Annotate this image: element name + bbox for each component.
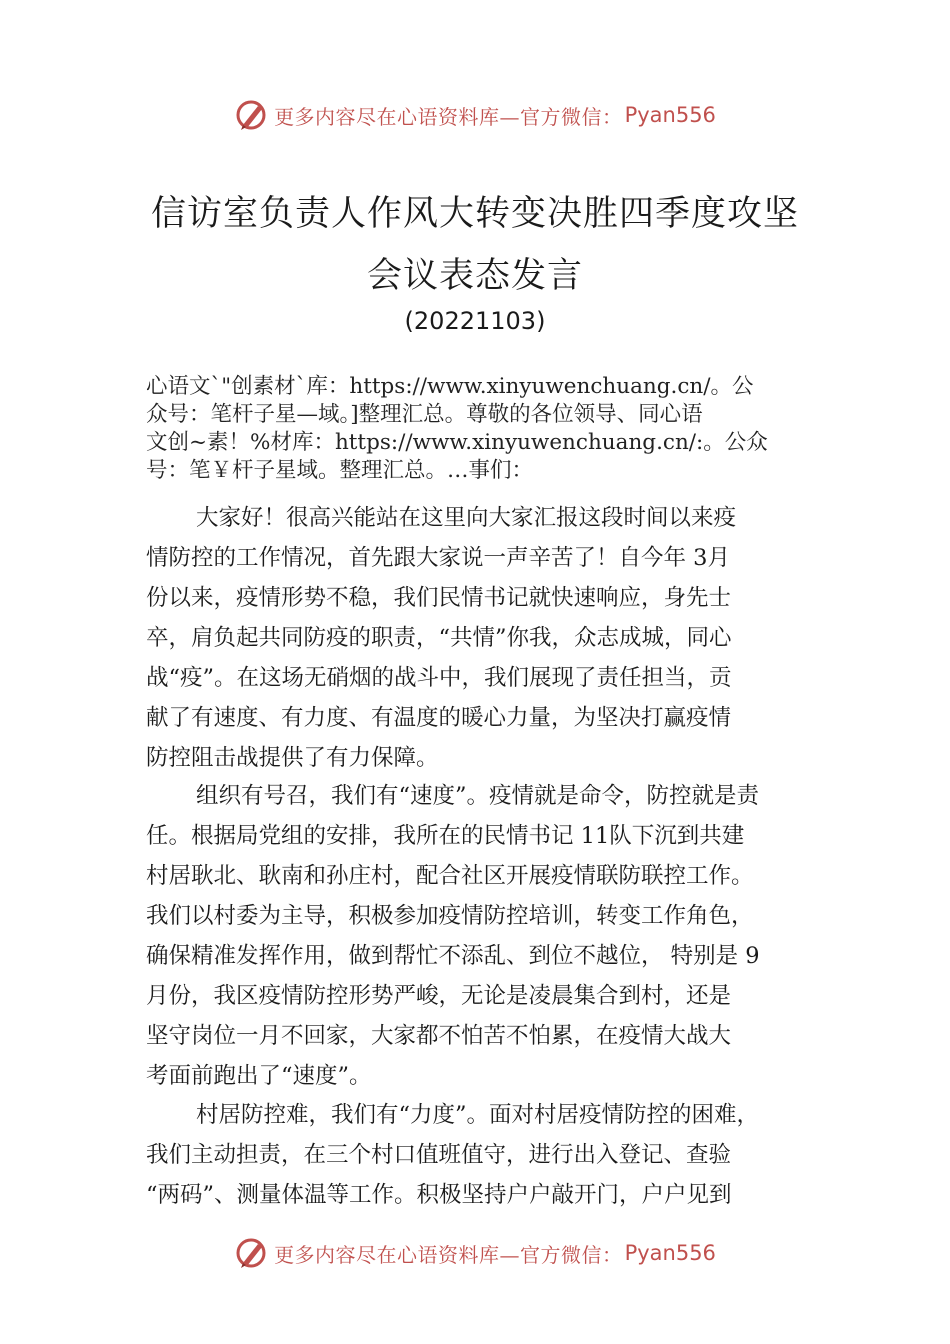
header-watermark	[0, 95, 950, 135]
body-line: “两码”、测量体温等工作。积极坚持户户敲开门，户户见到	[146, 1182, 732, 1208]
footer-watermark	[0, 1233, 950, 1273]
intro-line: 号：笔￥杆子星域。整理汇总。…事们：	[146, 458, 534, 483]
banner-text: 更多内容尽在心语资料库—官方微信：	[274, 1242, 623, 1267]
pen-logo-icon	[234, 1236, 268, 1270]
banner-wechat-id: Pyan556	[624, 1241, 716, 1265]
document-title-line1: 信访室负责人作风大转变决胜四季度攻坚	[150, 194, 799, 234]
body-line: 月份，我区疫情防控形势严峻，无论是凌晨集合到村，还是	[146, 983, 732, 1009]
document-date: (20221103)	[404, 307, 546, 335]
intro-line: 众号：笔杆子星—域。]整理汇总。尊敬的各位领导、同心语	[146, 402, 703, 427]
body-line: 考面前跑出了“速度”。	[146, 1063, 372, 1089]
pen-logo-icon	[234, 98, 268, 132]
body-line: 我们以村委为主导，积极参加疫情防控培训，转变工作角色，	[146, 903, 754, 929]
body-line: 任。根据局党组的安排，我所在的民情书记 11队下沉到共建	[146, 823, 745, 849]
banner-wechat-id: Pyan556	[624, 103, 716, 127]
banner-text: 更多内容尽在心语资料库—官方微信：	[274, 104, 623, 129]
body-line: 村居耿北、耿南和孙庄村，配合社区开展疫情联防联控工作。	[146, 863, 754, 889]
body-line: 确保精准发挥作用，做到帮忙不添乱、到位不越位， 特别是 9	[146, 943, 760, 969]
body-line: 献了有速度、有力度、有温度的暖心力量，为坚决打赢疫情	[146, 705, 732, 731]
body-line: 情防控的工作情况，首先跟大家说一声辛苦了！自今年 3月	[146, 545, 730, 571]
body-line: 组织有号召，我们有“速度”。疫情就是命令，防控就是责	[196, 783, 760, 809]
body-line: 我们主动担责，在三个村口值班值守，进行出入登记、查验	[146, 1142, 732, 1168]
body-line: 村居防控难，我们有“力度”。面对村居疫情防控的困难，	[196, 1102, 760, 1128]
body-line: 防控阻击战提供了有力保障。	[146, 745, 439, 771]
body-line: 卒，肩负起共同防疫的职责，“共情”你我，众志成城，同心	[146, 625, 732, 651]
body-line: 战“疫”。在这场无硝烟的战斗中，我们展现了责任担当，贡	[146, 665, 732, 691]
body-line: 坚守岗位一月不回家，大家都不怕苦不怕累，在疫情大战大	[146, 1023, 732, 1049]
body-line: 份以来，疫情形势不稳，我们民情书记就快速响应，身先士	[146, 585, 732, 611]
document-title-line2: 会议表态发言	[366, 256, 583, 296]
intro-block	[146, 373, 822, 485]
body-line: 大家好！很高兴能站在这里向大家汇报这段时间以来疫	[196, 505, 737, 531]
intro-line: 文创~素！%材库：https://www.xinyuwenchuang.cn/:。公众	[146, 430, 768, 455]
intro-line: 心语文`"创素材`库：https://www.xinyuwenchuang.cn/。公	[146, 374, 754, 399]
